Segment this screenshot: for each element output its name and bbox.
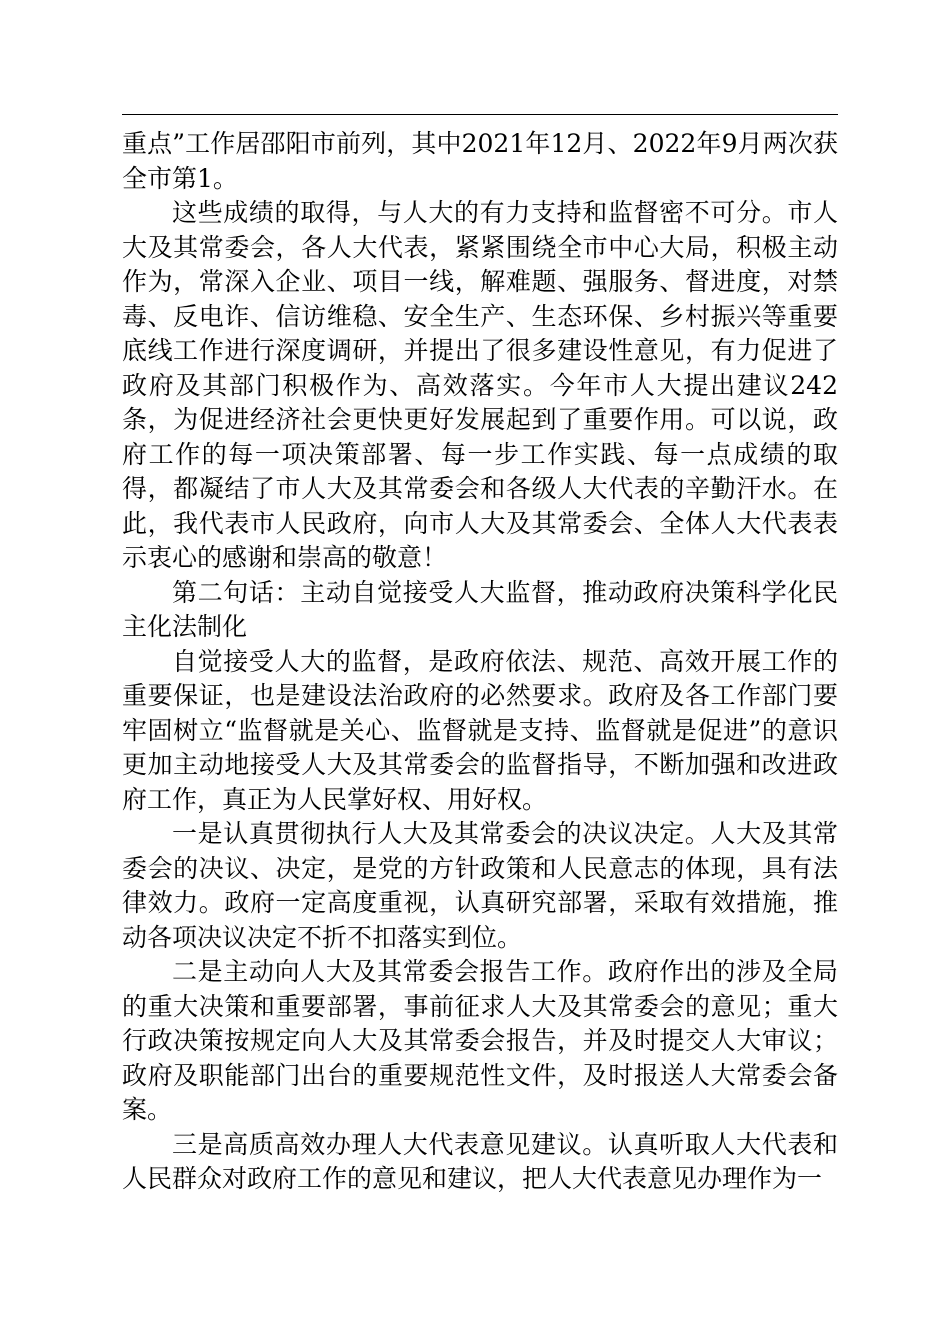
- paragraph-continuation: 重点”工作居邵阳市前列，其中2021年12月、2022年9月两次获全市第1。: [122, 129, 838, 193]
- paragraph-point-one: 一是认真贯彻执行人大及其常委会的决议决定。人大及其常委会的决议、决定，是党的方针政策和人民意志的体现，具有法律效力。政府一定高度重视，认真研究部署，采取有效措施，推动各项决议决定不折不扣落实到位。: [122, 819, 838, 952]
- header-rule: [122, 114, 838, 115]
- paragraph-supervision: 自觉接受人大的监督，是政府依法、规范、高效开展工作的重要保证，也是建设法治政府的必然要求。政府及各工作部门要牢固树立“监督就是关心、监督就是支持、监督就是促进”的意识更加主动地接受人大及其常委会的监督指导，不断加强和改进政府工作，真正为人民掌好权、用好权。: [122, 646, 838, 814]
- paragraph-achievements: 这些成绩的取得，与人大的有力支持和监督密不可分。市人大及其常委会，各人大代表，紧紧围绕全市中心大局，积极主动作为，常深入企业、项目一线，解难题、强服务、督进度，对禁毒、反电诈、信访维稳、安全生产、生态环保、乡村振兴等重要底线工作进行深度调研，并提出了很多建设性意见，有力促进了政府及其部门积极作为、高效落实。今年市人大提出建议242条，为促进经济社会更快更好发展起到了重要作用。可以说，政府工作的每一项决策部署、每一步工作实践、每一点成绩的取得，都凝结了市人大及其常委会和各级人大代表的辛勤汗水。在此，我代表市人民政府，向市人大及其常委会、全体人大代表表示衷心的感谢和崇高的敬意！: [122, 198, 838, 572]
- document-body: [122, 127, 838, 1197]
- paragraph-point-three: 三是高质高效办理人大代表意见建议。认真听取人大代表和人民群众对政府工作的意见和建议，把人大代表意见办理作为一: [122, 1129, 838, 1193]
- section-heading-second: 第二句话：主动自觉接受人大监督，推动政府决策科学化民主化法制化: [122, 577, 838, 641]
- paragraph-point-two: 二是主动向人大及其常委会报告工作。政府作出的涉及全局的重大决策和重要部署，事前征求人大及其常委会的意见；重大行政决策按规定向人大及其常委会报告，并及时提交人大审议；政府及职能部门出台的重要规范性文件，及时报送人大常委会备案。: [122, 957, 838, 1124]
